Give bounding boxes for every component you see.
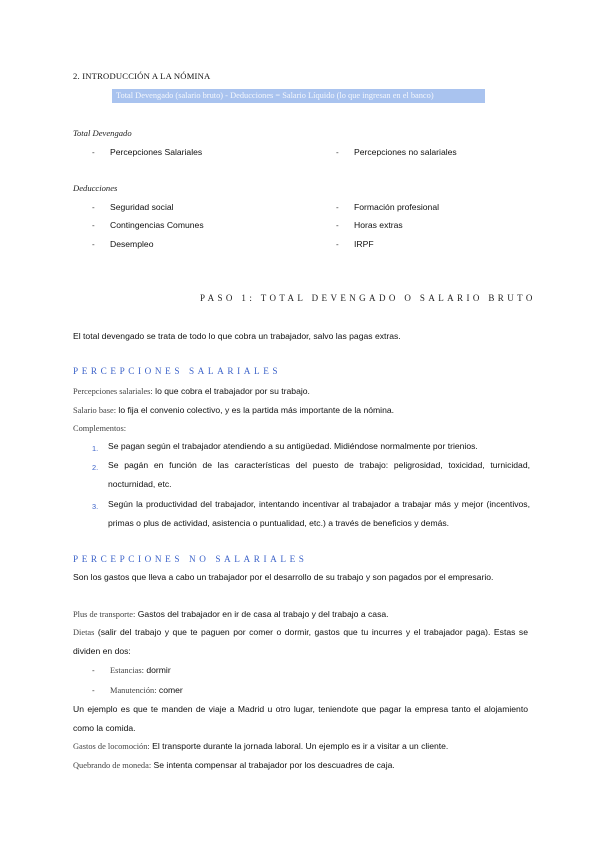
plus-transporte-text: Gastos del trabajador en ir de casa al trabajo y del trabajo a casa. (135, 609, 389, 619)
bullet-dash: - (92, 148, 95, 157)
complemento-item: Se pagan según el trabajador atendiendo a su antigüedad. Midiéndose normalmente por trienios. (108, 441, 478, 451)
dietas-item-text: comer (156, 685, 183, 695)
list-item: Percepciones Salariales (110, 147, 203, 157)
ejemplo-paragraph: Un ejemplo es que te manden de viaje a Madrid u otro lugar, teniendote que pagar la empresa tanto el alojamiento como la comida. (73, 704, 528, 733)
salario-base-label: Salario base: (73, 406, 117, 415)
list-number: 2. (92, 463, 99, 472)
complementos-label: Complementos: (73, 424, 127, 433)
bullet-dash: - (336, 221, 339, 230)
quebrando-label: Quebrando de moneda: (73, 761, 152, 770)
locomocion-label: Gastos de locomoción: (73, 742, 150, 751)
dietas-text: (salir del trabajo y que te paguen por comer o dormir, gastos que tu incurres y el trabajador paga). Estas se dividen en dos: (73, 627, 528, 656)
deducciones-heading: Deducciones (73, 183, 118, 193)
salario-base-text: lo fija el convenio colectivo, y es la partida más importante de la nómina. (116, 405, 395, 415)
list-item: Percepciones no salariales (354, 147, 457, 157)
no-salariales-intro: Son los gastos que lleva a cabo un trabajador por el desarrollo de su trabajo y son pagados por el empresario. (73, 572, 494, 582)
percepciones-salariales-heading: PERCEPCIONES SALARIALES (73, 366, 282, 376)
locomocion-text: El transporte durante la jornada laboral. Un ejemplo es ir a visitar a un cliente. (149, 741, 449, 751)
paso-title: PASO 1: TOTAL DEVENGADO O SALARIO BRUTO (200, 293, 536, 303)
dietas-item-text: dormir (143, 665, 171, 675)
section-title: 2. INTRODUCCIÓN A LA NÓMINA (73, 71, 211, 81)
quebrando-line (73, 760, 395, 770)
dietas-item (110, 665, 171, 675)
list-number: 3. (92, 502, 99, 511)
percepciones-no-salariales-heading: PERCEPCIONES NO SALARIALES (73, 554, 308, 564)
bullet-dash: - (336, 148, 339, 157)
bullet-dash: - (92, 240, 95, 249)
paso-intro: El total devengado se trata de todo lo que cobra un trabajador, salvo las pagas extras. (73, 331, 401, 341)
complemento-item: Se pagán en función de las características del puesto de trabajo: peligrosidad, toxicidad, turnicidad, nocturnidad, etc. (108, 460, 530, 489)
bullet-dash: - (336, 240, 339, 249)
list-item: Formación profesional (354, 202, 440, 212)
list-item: Desempleo (110, 239, 154, 249)
list-number: 1. (92, 444, 99, 453)
dietas-label: Dietas (73, 628, 95, 637)
list-item: Seguridad social (110, 202, 174, 212)
complemento-item: Según la productividad del trabajador, intentando incentivar al trabajador a trabajar más y mejor (incentivos, primas o plus de actividad, asistencia o puntualidad, etc.) a través de beneficios y demás. (108, 499, 530, 528)
total-devengado-heading: Total Devengado (73, 128, 132, 138)
plus-transporte-line (73, 609, 389, 619)
locomocion-line (73, 741, 448, 751)
salario-base-line (73, 405, 394, 415)
quebrando-text: Se intenta compensar al trabajador por los descuadres de caja. (151, 760, 395, 770)
dietas-paragraph (73, 623, 528, 661)
list-item: Contingencias Comunes (110, 220, 204, 230)
bullet-dash: - (92, 203, 95, 212)
dietas-item-label: Manutención: (110, 686, 157, 695)
dietas-item (110, 685, 183, 695)
highlighted-formula: Total Devengado (salario bruto) - Deducciones = Salario Líquido (lo que ingresan en el banco) (112, 89, 485, 103)
dietas-item-label: Estancias: (110, 666, 144, 675)
definition-label: Percepciones salariales: (73, 387, 153, 396)
plus-transporte-label: Plus de transporte: (73, 610, 136, 619)
definition-text: lo que cobra el trabajador por su trabajo. (152, 386, 310, 396)
list-item: IRPF (354, 239, 374, 249)
bullet-dash: - (92, 666, 95, 675)
bullet-dash: - (336, 203, 339, 212)
bullet-dash: - (92, 221, 95, 230)
bullet-dash: - (92, 686, 95, 695)
list-item: Horas extras (354, 220, 403, 230)
definition-line (73, 386, 310, 396)
